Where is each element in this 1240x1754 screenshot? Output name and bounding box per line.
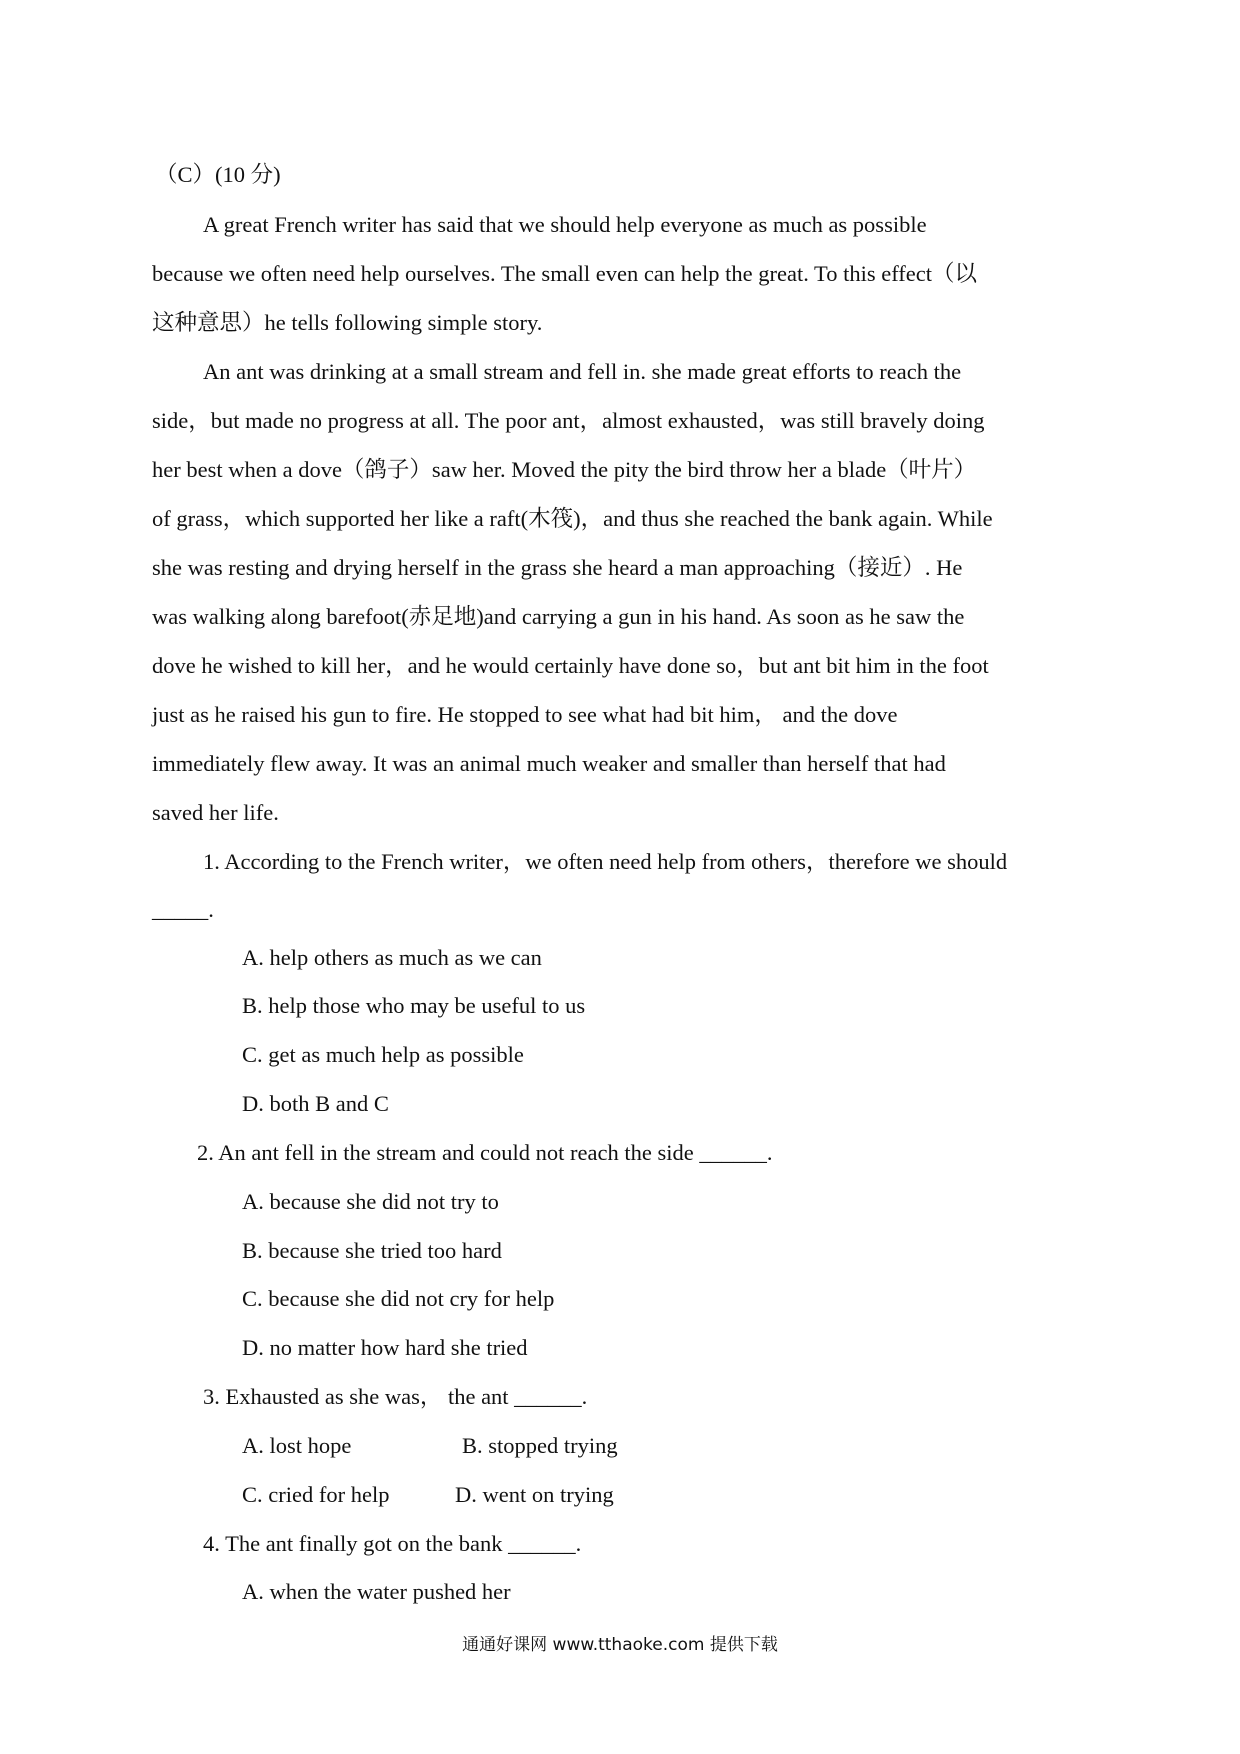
passage-line: 这种意思）he tells following simple story. — [152, 310, 543, 335]
question-3-option-a: A. lost hope — [242, 1433, 352, 1458]
section-heading: （C）(10 分) — [155, 162, 281, 187]
question-4-option-a: A. when the water pushed her — [242, 1579, 511, 1604]
page-footer: 通通好课网 www.tthaoke.com 提供下载 — [462, 1635, 778, 1655]
question-2-option-b: B. because she tried too hard — [242, 1238, 502, 1263]
question-1-option-c: C. get as much help as possible — [242, 1042, 524, 1067]
question-2-option-a: A. because she did not try to — [242, 1189, 499, 1214]
question-2-stem: 2. An ant fell in the stream and could not reach the side ______. — [197, 1140, 773, 1165]
passage-line: was walking along barefoot(赤足地)and carrying a gun in his hand. As soon as he saw the — [152, 604, 965, 629]
question-4-stem: 4. The ant finally got on the bank ______. — [203, 1531, 582, 1556]
question-2-option-c: C. because she did not cry for help — [242, 1286, 555, 1311]
passage-line: dove he wished to kill her，and he would certainly have done so，but ant bit him in the foot — [152, 653, 989, 678]
passage-line: saved her life. — [152, 800, 279, 825]
passage-line: An ant was drinking at a small stream and fell in. she made great efforts to reach the — [203, 359, 962, 384]
passage-line: just as he raised his gun to fire. He stopped to see what had bit him， and the dove — [152, 702, 898, 727]
passage-line: because we often need help ourselves. The small even can help the great. To this effect（以 — [152, 261, 978, 286]
question-1-stem: 1. According to the French writer，we often need help from others，therefore we should — [203, 849, 1008, 874]
question-1-option-a: A. help others as much as we can — [242, 945, 542, 970]
passage-line: she was resting and drying herself in the grass she heard a man approaching（接近）. He — [152, 555, 963, 580]
question-1-blank: _____. — [152, 897, 214, 922]
question-2-option-d: D. no matter how hard she tried — [242, 1335, 528, 1360]
passage-line: of grass，which supported her like a raft(木筏)，and thus she reached the bank again. While — [152, 506, 993, 531]
question-1-option-b: B. help those who may be useful to us — [242, 993, 586, 1018]
question-3-option-d: D. went on trying — [455, 1482, 614, 1507]
question-3-option-c: C. cried for help — [242, 1482, 390, 1507]
question-3-option-b: B. stopped trying — [462, 1433, 618, 1458]
question-1-option-d: D. both B and C — [242, 1091, 389, 1116]
passage — [152, 200, 1082, 837]
passage-line: side，but made no progress at all. The poor ant，almost exhausted，was still bravely doing — [152, 408, 985, 433]
passage-line: immediately flew away. It was an animal much weaker and smaller than herself that had — [152, 751, 946, 776]
passage-line: A great French writer has said that we should help everyone as much as possible — [203, 212, 927, 237]
passage-line: her best when a dove（鸽子）saw her. Moved the pity the bird throw her a blade（叶片） — [152, 457, 977, 482]
question-3-stem: 3. Exhausted as she was， the ant ______. — [203, 1384, 588, 1409]
